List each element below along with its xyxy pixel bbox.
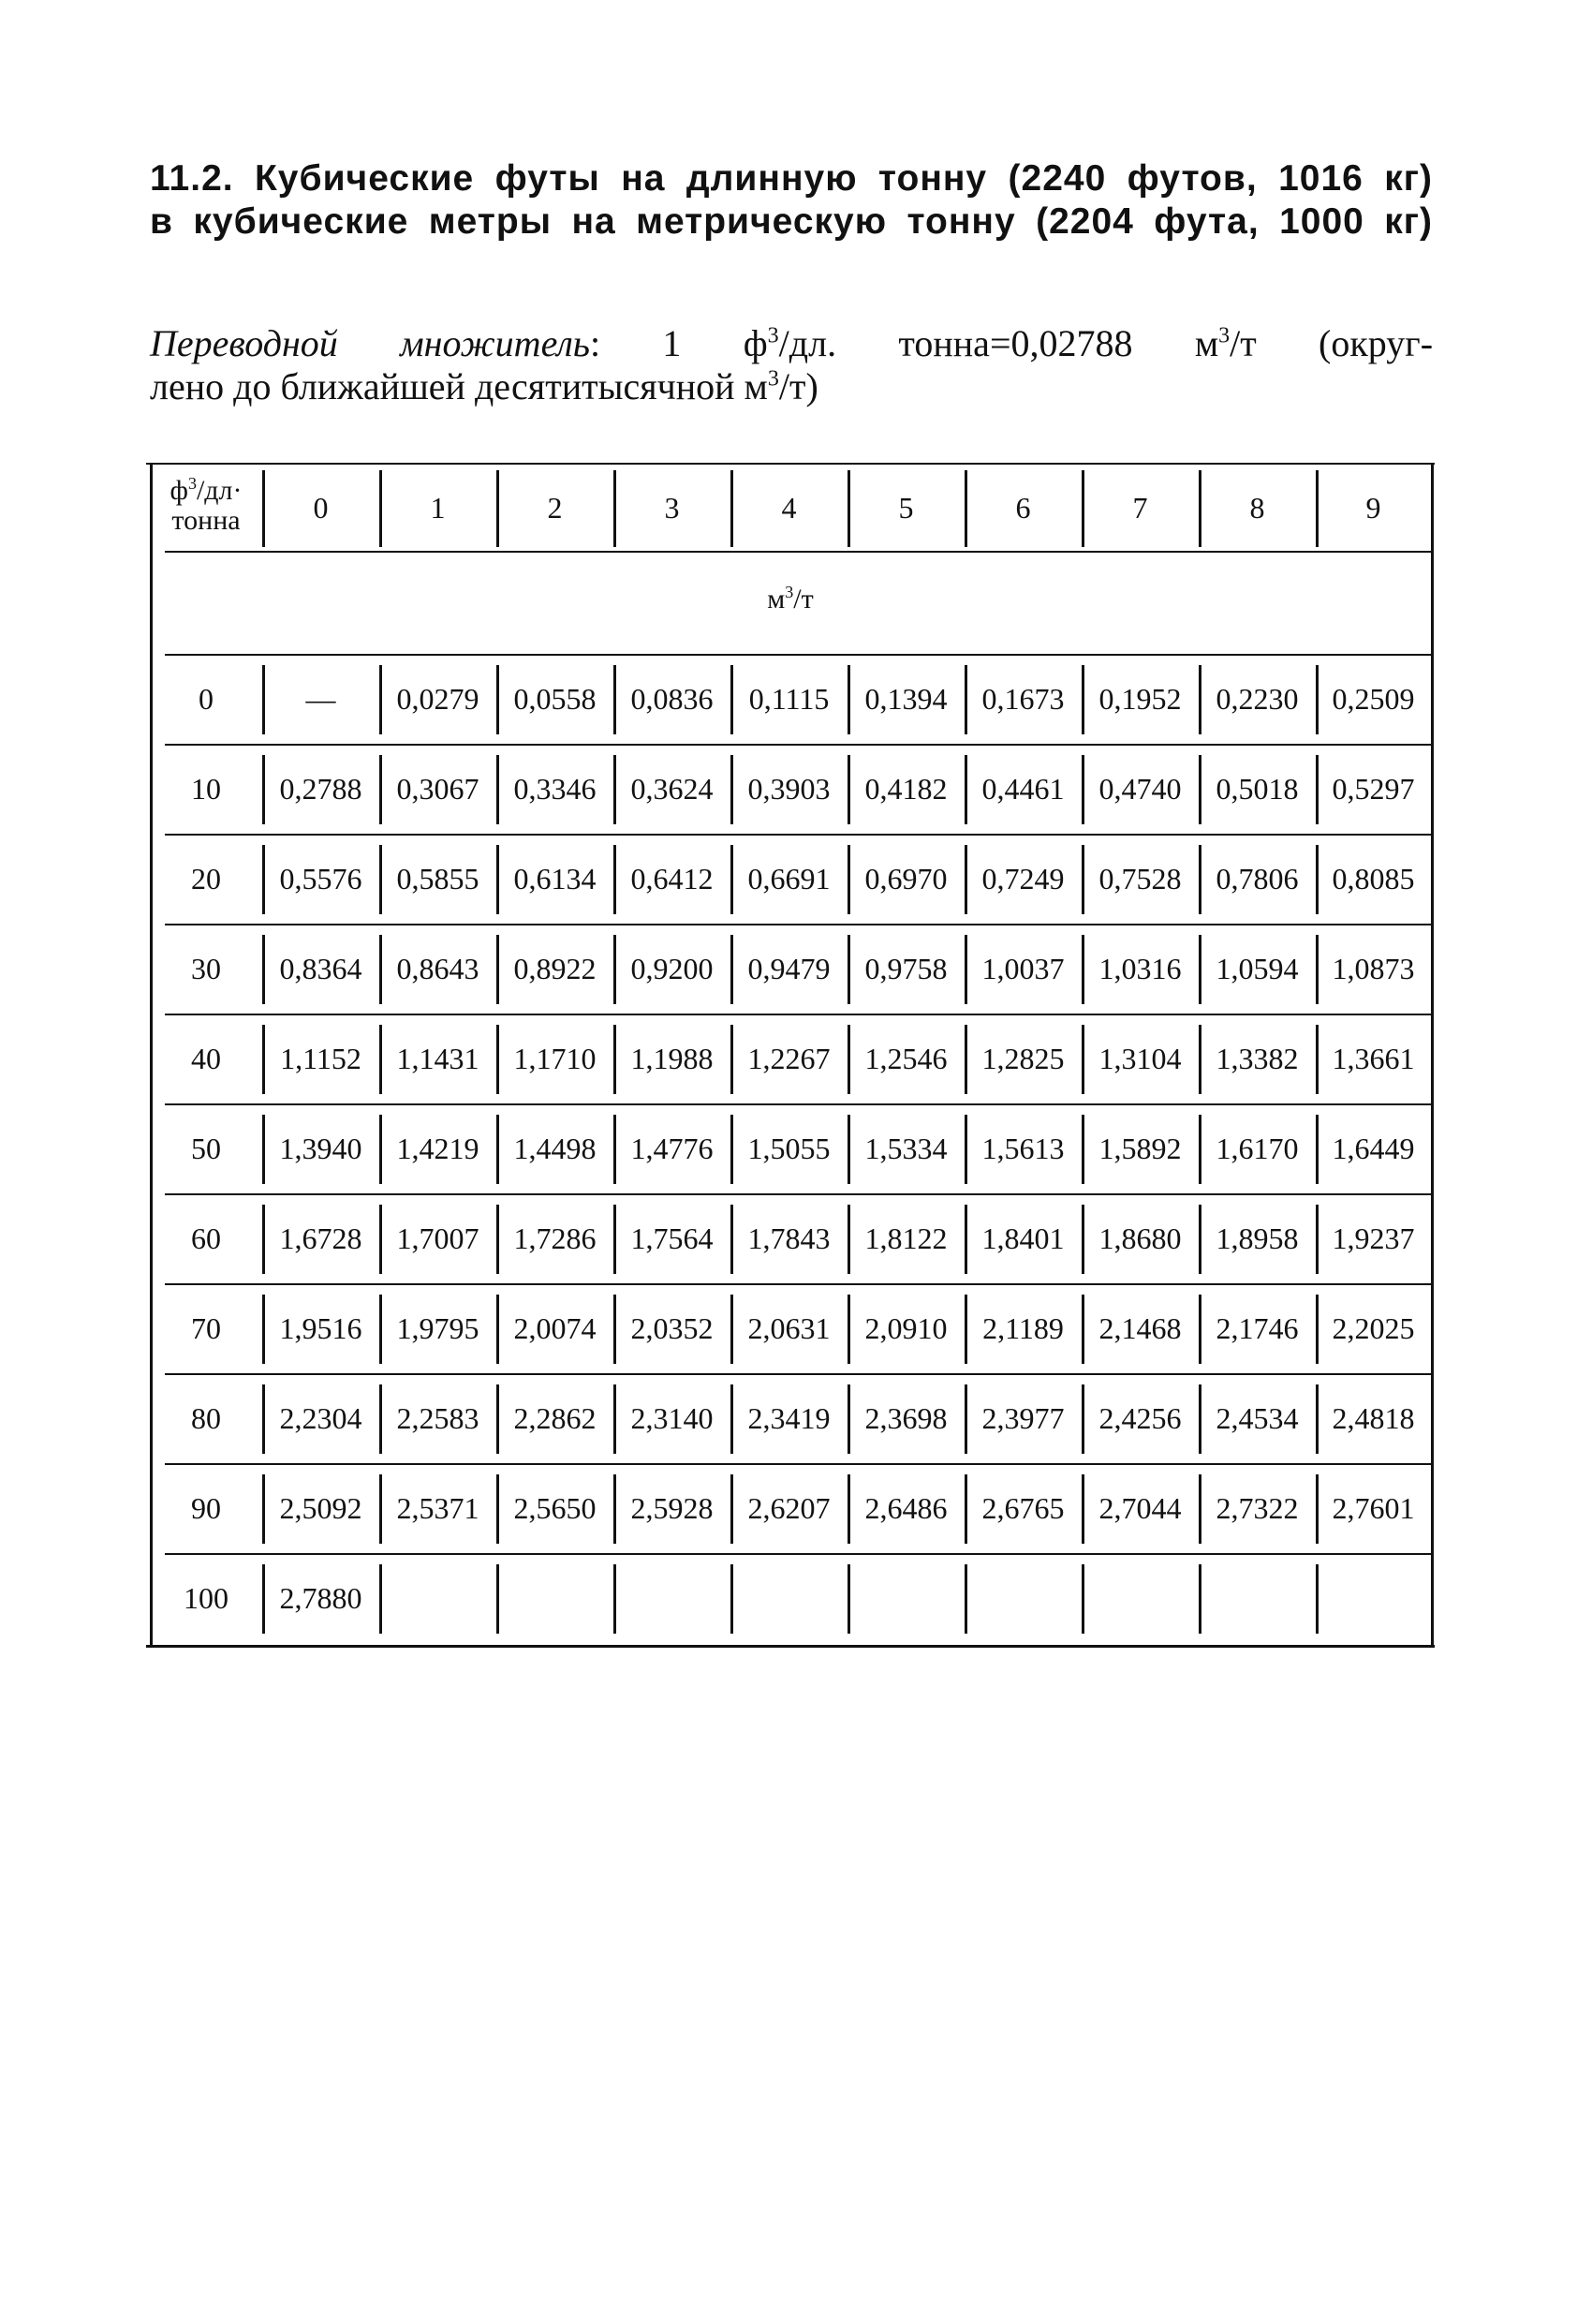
cell-divider xyxy=(1082,1205,1084,1274)
cell-divider xyxy=(965,1474,967,1544)
column-header: 5 xyxy=(898,491,914,525)
table-cell: 2,3698 xyxy=(864,1401,948,1435)
cell-divider xyxy=(262,755,265,824)
table-cell: 1,3661 xyxy=(1332,1042,1415,1075)
table-cell: 1,8401 xyxy=(981,1221,1065,1255)
table-cell: 1,0873 xyxy=(1332,952,1415,985)
cell-divider xyxy=(1316,1384,1319,1454)
cell-divider xyxy=(1082,755,1084,824)
table-cell: 0,9758 xyxy=(864,952,948,985)
row-rule xyxy=(165,924,1431,925)
table-cell: 2,3140 xyxy=(630,1401,714,1435)
cell-divider xyxy=(1199,845,1201,914)
cell-divider xyxy=(613,1025,616,1094)
table-cell: 2,3977 xyxy=(981,1401,1065,1435)
cell-divider xyxy=(848,1295,850,1364)
row-label: 10 xyxy=(191,772,221,806)
row-label: 90 xyxy=(191,1491,221,1525)
cell-divider xyxy=(1199,1115,1201,1184)
column-header: 6 xyxy=(1015,491,1031,525)
table-cell: 2,0074 xyxy=(513,1311,597,1345)
table-cell: 1,4219 xyxy=(396,1132,479,1165)
cell-divider xyxy=(1199,755,1201,824)
table-cell: 2,7044 xyxy=(1098,1491,1182,1525)
table-cell: 2,1189 xyxy=(982,1311,1064,1345)
cell-divider xyxy=(613,935,616,1004)
row-rule xyxy=(165,1373,1431,1375)
cell-divider xyxy=(613,755,616,824)
cell-divider xyxy=(848,845,850,914)
cell-divider xyxy=(379,1205,382,1274)
factor-sup-1: 3 xyxy=(767,323,779,348)
row-label: 0 xyxy=(199,682,214,716)
table-cell: 0,1115 xyxy=(748,682,830,716)
table-cell: 1,7007 xyxy=(396,1221,479,1255)
table-cell: 1,0316 xyxy=(1098,952,1182,985)
cell-divider xyxy=(1082,1295,1084,1364)
factor-sup-3: 3 xyxy=(767,366,779,392)
table-cell: 1,3382 xyxy=(1216,1042,1299,1075)
factor-line-1 xyxy=(150,322,1433,365)
row-rule xyxy=(165,1103,1431,1105)
cell-divider xyxy=(730,845,733,914)
cell-divider xyxy=(730,1474,733,1544)
table-cell: 0,3067 xyxy=(396,772,479,806)
table-top-rule xyxy=(146,463,1435,465)
table-cell: 1,5055 xyxy=(747,1132,831,1165)
table-cell: 1,1988 xyxy=(630,1042,714,1075)
header-divider xyxy=(1082,470,1084,547)
row-label: 80 xyxy=(191,1401,221,1435)
cell-divider xyxy=(379,935,382,1004)
cell-divider xyxy=(496,1384,499,1454)
factor-text-c: /т (округ- xyxy=(1230,322,1434,364)
cell-divider xyxy=(1082,1474,1084,1544)
cell-divider xyxy=(848,1205,850,1274)
cell-divider xyxy=(613,845,616,914)
cell-divider xyxy=(496,1564,499,1634)
table-cell: 1,5613 xyxy=(981,1132,1065,1165)
cell-divider xyxy=(613,1384,616,1454)
table-cell: 2,2862 xyxy=(513,1401,597,1435)
cell-divider xyxy=(1082,1115,1084,1184)
cell-divider xyxy=(730,1384,733,1454)
cell-divider xyxy=(262,1205,265,1274)
table-cell: 1,4498 xyxy=(513,1132,597,1165)
table-cell: 2,0352 xyxy=(630,1311,714,1345)
cell-divider xyxy=(965,1295,967,1364)
table-cell: 0,4182 xyxy=(864,772,948,806)
factor-label: Переводной множитель xyxy=(150,322,590,364)
table-cell: 1,1431 xyxy=(396,1042,479,1075)
table-cell: 1,3104 xyxy=(1098,1042,1182,1075)
cell-divider xyxy=(262,1474,265,1544)
cell-divider xyxy=(496,1474,499,1544)
table-cell: 0,3624 xyxy=(630,772,714,806)
cell-divider xyxy=(379,665,382,734)
table-cell: 0,8922 xyxy=(513,952,597,985)
cell-divider xyxy=(848,935,850,1004)
cell-divider xyxy=(1316,1474,1319,1544)
row-rule xyxy=(165,1014,1431,1015)
table-cell: 2,2025 xyxy=(1332,1311,1415,1345)
unit-label-m: м xyxy=(767,584,786,614)
cell-divider xyxy=(730,665,733,734)
cell-divider xyxy=(965,665,967,734)
table-cell: 1,8122 xyxy=(864,1221,948,1255)
cell-divider xyxy=(379,755,382,824)
table-cell: 1,6728 xyxy=(279,1221,362,1255)
column-header: 8 xyxy=(1249,491,1265,525)
cell-divider xyxy=(730,1025,733,1094)
table-cell: 1,7564 xyxy=(630,1221,714,1255)
corner-header-sup: 3 xyxy=(187,474,197,493)
table-cell: 1,6449 xyxy=(1332,1132,1415,1165)
table-cell: — xyxy=(305,682,336,716)
corner-header-unit: ф xyxy=(170,475,188,506)
table-cell: 1,0594 xyxy=(1216,952,1299,985)
table-cell: 0,9479 xyxy=(747,952,831,985)
cell-divider xyxy=(613,1474,616,1544)
table-cell: 0,2509 xyxy=(1332,682,1415,716)
table-cell: 1,7286 xyxy=(513,1221,597,1255)
row-rule xyxy=(165,744,1431,746)
table-cell: 1,2267 xyxy=(747,1042,831,1075)
table-cell: 1,6170 xyxy=(1216,1132,1299,1165)
header-divider xyxy=(965,470,967,547)
heading-line-1 xyxy=(150,157,1433,200)
corner-header xyxy=(154,476,258,536)
cell-divider xyxy=(379,1115,382,1184)
cell-divider xyxy=(262,1384,265,1454)
cell-divider xyxy=(965,1384,967,1454)
cell-divider xyxy=(262,1025,265,1094)
table-cell: 0,1952 xyxy=(1098,682,1182,716)
cell-divider xyxy=(1316,1025,1319,1094)
table-cell: 0,9200 xyxy=(630,952,714,985)
cell-divider xyxy=(848,1384,850,1454)
table-cell: 0,2788 xyxy=(279,772,362,806)
cell-divider xyxy=(379,1025,382,1094)
cell-divider xyxy=(965,1025,967,1094)
table-cell: 2,5371 xyxy=(396,1491,479,1525)
table-cell: 2,1468 xyxy=(1098,1311,1182,1345)
cell-divider xyxy=(730,1295,733,1364)
column-header: 1 xyxy=(430,491,446,525)
cell-divider xyxy=(379,1295,382,1364)
cell-divider xyxy=(262,665,265,734)
cell-divider xyxy=(1316,1295,1319,1364)
corner-header-per: /дл· xyxy=(196,475,243,506)
corner-header-ton: тонна xyxy=(171,505,241,536)
table-cell: 1,4776 xyxy=(630,1132,714,1165)
header-divider xyxy=(730,470,733,547)
table-bottom-rule xyxy=(146,1645,1435,1648)
column-header: 0 xyxy=(313,491,329,525)
cell-divider xyxy=(496,1025,499,1094)
unit-label-sup: 3 xyxy=(785,583,794,601)
cell-divider xyxy=(262,1295,265,1364)
cell-divider xyxy=(379,1564,382,1634)
table-cell: 0,7249 xyxy=(981,862,1065,896)
table-cell: 2,2583 xyxy=(396,1401,479,1435)
column-header: 9 xyxy=(1365,491,1381,525)
factor-line2-b: /т) xyxy=(778,365,818,407)
table-cell: 0,0558 xyxy=(513,682,597,716)
cell-divider xyxy=(1316,1205,1319,1274)
cell-divider xyxy=(848,1564,850,1634)
cell-divider xyxy=(1316,845,1319,914)
cell-divider xyxy=(379,845,382,914)
cell-divider xyxy=(730,755,733,824)
table-cell: 1,7843 xyxy=(747,1221,831,1255)
cell-divider xyxy=(613,1115,616,1184)
table-cell: 2,5650 xyxy=(513,1491,597,1525)
header-divider xyxy=(496,470,499,547)
table-cell: 0,5018 xyxy=(1216,772,1299,806)
cell-divider xyxy=(730,1205,733,1274)
cell-divider xyxy=(613,1295,616,1364)
table-cell: 2,6765 xyxy=(981,1491,1065,1525)
row-rule xyxy=(165,834,1431,836)
table-cell: 2,1746 xyxy=(1216,1311,1299,1345)
table-cell: 0,6412 xyxy=(630,862,714,896)
table-cell: 0,6134 xyxy=(513,862,597,896)
cell-divider xyxy=(1082,1384,1084,1454)
table-cell: 0,3346 xyxy=(513,772,597,806)
cell-divider xyxy=(1316,1115,1319,1184)
table-cell: 0,1394 xyxy=(864,682,948,716)
table-cell: 0,0279 xyxy=(396,682,479,716)
table-cell: 2,4534 xyxy=(1216,1401,1299,1435)
table-cell: 2,6486 xyxy=(864,1491,948,1525)
table-cell: 2,4256 xyxy=(1098,1401,1182,1435)
table-cell: 0,8085 xyxy=(1332,862,1415,896)
table-cell: 0,5297 xyxy=(1332,772,1415,806)
table-cell: 1,8958 xyxy=(1216,1221,1299,1255)
header-divider xyxy=(1316,470,1319,547)
cell-divider xyxy=(1199,1564,1201,1634)
cell-divider xyxy=(965,935,967,1004)
cell-divider xyxy=(1199,1295,1201,1364)
row-label: 20 xyxy=(191,862,221,896)
factor-line2-a: лено до ближайшей десятитысячной м xyxy=(150,365,768,407)
table-cell: 1,0037 xyxy=(981,952,1065,985)
cell-divider xyxy=(1082,1025,1084,1094)
cell-divider xyxy=(1199,665,1201,734)
table-cell: 2,6207 xyxy=(747,1491,831,1525)
cell-divider xyxy=(379,1474,382,1544)
cell-divider xyxy=(262,1115,265,1184)
unit-label xyxy=(150,581,1431,618)
table-cell: 2,2304 xyxy=(279,1401,362,1435)
table-cell: 0,3903 xyxy=(747,772,831,806)
table-cell: 1,9795 xyxy=(396,1311,479,1345)
row-label: 40 xyxy=(191,1042,221,1075)
table-cell: 1,2546 xyxy=(864,1042,948,1075)
cell-divider xyxy=(496,935,499,1004)
cell-divider xyxy=(262,845,265,914)
factor-line-2 xyxy=(150,365,1433,408)
cell-divider xyxy=(848,1025,850,1094)
cell-divider xyxy=(965,1564,967,1634)
cell-divider xyxy=(496,665,499,734)
table-cell: 1,8680 xyxy=(1098,1221,1182,1255)
table-cell: 0,2230 xyxy=(1216,682,1299,716)
cell-divider xyxy=(1199,935,1201,1004)
cell-divider xyxy=(1082,845,1084,914)
row-rule xyxy=(165,1463,1431,1465)
table-cell: 0,0836 xyxy=(630,682,714,716)
cell-divider xyxy=(965,845,967,914)
cell-divider xyxy=(613,1205,616,1274)
cell-divider xyxy=(1316,1564,1319,1634)
row-label: 30 xyxy=(191,952,221,985)
factor-text-a: : 1 ф xyxy=(589,322,768,364)
column-header: 7 xyxy=(1132,491,1148,525)
row-rule xyxy=(165,1553,1431,1555)
cell-divider xyxy=(496,1115,499,1184)
table-cell: 1,9237 xyxy=(1332,1221,1415,1255)
heading-number: 11.2. xyxy=(150,158,234,199)
row-label: 100 xyxy=(184,1581,228,1615)
cell-divider xyxy=(262,1564,265,1634)
heading-text-1: Кубические футы на длинную тонну (2240 футов, 1016 кг) xyxy=(255,158,1433,199)
cell-divider xyxy=(730,1564,733,1634)
header-divider xyxy=(262,470,265,547)
cell-divider xyxy=(496,1295,499,1364)
table-cell: 1,5892 xyxy=(1098,1132,1182,1165)
cell-divider xyxy=(496,755,499,824)
table-cell: 2,7601 xyxy=(1332,1491,1415,1525)
header-divider xyxy=(379,470,382,547)
cell-divider xyxy=(613,1564,616,1634)
table-cell: 1,1710 xyxy=(513,1042,597,1075)
table-cell: 2,7880 xyxy=(279,1581,362,1615)
table-cell: 1,3940 xyxy=(279,1132,362,1165)
table-cell: 0,1673 xyxy=(981,682,1065,716)
row-label: 60 xyxy=(191,1221,221,1255)
cell-divider xyxy=(1316,665,1319,734)
table-cell: 2,5092 xyxy=(279,1491,362,1525)
cell-divider xyxy=(1199,1474,1201,1544)
table-cell: 0,6691 xyxy=(747,862,831,896)
table-cell: 2,0910 xyxy=(864,1311,948,1345)
cell-divider xyxy=(262,935,265,1004)
column-header: 2 xyxy=(547,491,563,525)
table-cell: 1,1152 xyxy=(280,1042,361,1075)
cell-divider xyxy=(496,845,499,914)
factor-text-b: /дл. тонна=0,02788 м xyxy=(778,322,1219,364)
header-divider xyxy=(848,470,850,547)
table-cell: 0,4740 xyxy=(1098,772,1182,806)
cell-divider xyxy=(379,1384,382,1454)
column-header: 3 xyxy=(664,491,680,525)
cell-divider xyxy=(613,665,616,734)
row-rule xyxy=(165,1193,1431,1195)
table-cell: 0,4461 xyxy=(981,772,1065,806)
table-cell: 0,5576 xyxy=(279,862,362,896)
table-cell: 2,3419 xyxy=(747,1401,831,1435)
cell-divider xyxy=(848,665,850,734)
table-cell: 0,8643 xyxy=(396,952,479,985)
cell-divider xyxy=(1082,935,1084,1004)
cell-divider xyxy=(1199,1205,1201,1274)
table-cell: 0,7528 xyxy=(1098,862,1182,896)
table-cell: 1,5334 xyxy=(864,1132,948,1165)
cell-divider xyxy=(1316,935,1319,1004)
table-cell: 0,6970 xyxy=(864,862,948,896)
cell-divider xyxy=(1199,1025,1201,1094)
table-cell: 2,5928 xyxy=(630,1491,714,1525)
table-cell: 1,2825 xyxy=(981,1042,1065,1075)
table-cell: 2,4818 xyxy=(1332,1401,1415,1435)
table-cell: 2,7322 xyxy=(1216,1491,1299,1525)
cell-divider xyxy=(848,1474,850,1544)
row-label: 50 xyxy=(191,1132,221,1165)
cell-divider xyxy=(965,755,967,824)
row-label: 70 xyxy=(191,1311,221,1345)
header-bottom-rule xyxy=(165,551,1431,553)
table-cell: 0,8364 xyxy=(279,952,362,985)
heading-line-2: в кубические метры на метрическую тонну (2204 фута, 1000 кг) xyxy=(150,201,1433,242)
header-divider xyxy=(613,470,616,547)
cell-divider xyxy=(730,1115,733,1184)
factor-sup-2: 3 xyxy=(1218,323,1231,348)
conversion-factor xyxy=(150,322,1433,408)
cell-divider xyxy=(848,755,850,824)
cell-divider xyxy=(1199,1384,1201,1454)
cell-divider xyxy=(848,1115,850,1184)
row-rule xyxy=(165,1283,1431,1285)
cell-divider xyxy=(965,1205,967,1274)
cell-divider xyxy=(965,1115,967,1184)
table-cell: 0,5855 xyxy=(396,862,479,896)
cell-divider xyxy=(1082,665,1084,734)
section-heading xyxy=(150,157,1433,244)
column-header: 4 xyxy=(781,491,797,525)
cell-divider xyxy=(1316,755,1319,824)
unit-label-per: /т xyxy=(793,584,814,614)
table-cell: 2,0631 xyxy=(747,1311,831,1345)
unit-bottom-rule xyxy=(165,654,1431,656)
cell-divider xyxy=(1082,1564,1084,1634)
cell-divider xyxy=(496,1205,499,1274)
table-cell: 1,9516 xyxy=(279,1311,362,1345)
table-right-border xyxy=(1431,463,1434,1645)
table-cell: 0,7806 xyxy=(1216,862,1299,896)
cell-divider xyxy=(730,935,733,1004)
header-divider xyxy=(1199,470,1201,547)
